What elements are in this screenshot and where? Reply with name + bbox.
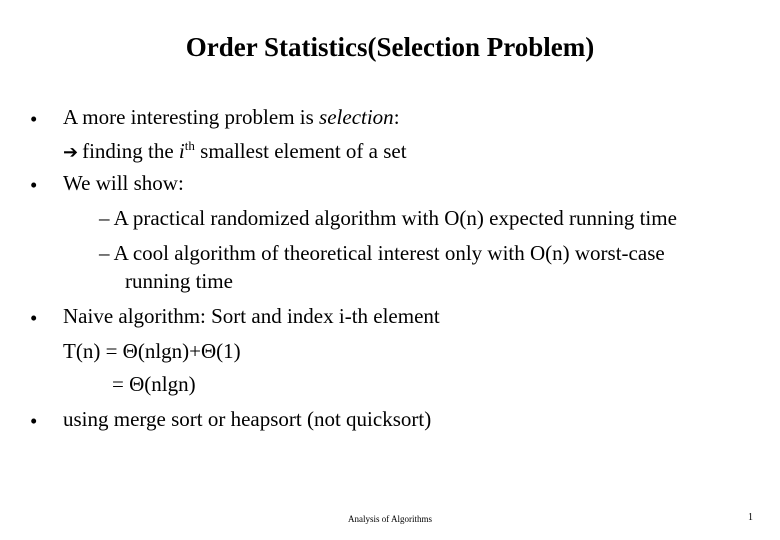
slide-footer: Analysis of Algorithms xyxy=(347,514,432,524)
sub-superscript: th xyxy=(184,138,195,153)
bullet-4-text: using merge sort or heapsort (not quicksort) xyxy=(63,407,432,431)
bullet-marker: • xyxy=(30,107,38,131)
sub-bullet-2-line-1: – A cool algorithm of theoretical interest only with O(n) worst-case xyxy=(99,241,665,265)
bullet-3-text: Naive algorithm: Sort and index i-th element xyxy=(63,304,440,328)
bullet-1-suffix: : xyxy=(393,105,400,129)
sub-bullet-2-line-2: running time xyxy=(125,269,233,293)
equation-line-1: T(n) = Θ(nlgn)+Θ(1) xyxy=(63,339,241,363)
sub-i: i xyxy=(178,139,185,163)
bullet-marker: • xyxy=(30,173,38,197)
bullet-1-prefix: A more interesting problem is xyxy=(63,105,320,129)
bullet-1-text xyxy=(63,107,400,128)
bullet-2-text: We will show: xyxy=(63,171,184,195)
bullet-1-subline xyxy=(63,138,407,163)
page-number: 1 xyxy=(748,512,753,523)
bullet-marker: • xyxy=(30,306,38,330)
arrow-right-icon: ➔ xyxy=(63,142,79,162)
sub-before: finding the xyxy=(82,139,179,163)
slide-title: Order Statistics(Selection Problem) xyxy=(185,32,595,62)
sub-bullet-1: – A practical randomized algorithm with O(n) expected running time xyxy=(99,206,677,230)
sub-after: smallest element of a set xyxy=(194,139,407,163)
bullet-1-emphasis: selection xyxy=(319,105,394,129)
bullet-marker: • xyxy=(30,409,38,433)
equation-line-2: = Θ(nlgn) xyxy=(112,372,196,396)
